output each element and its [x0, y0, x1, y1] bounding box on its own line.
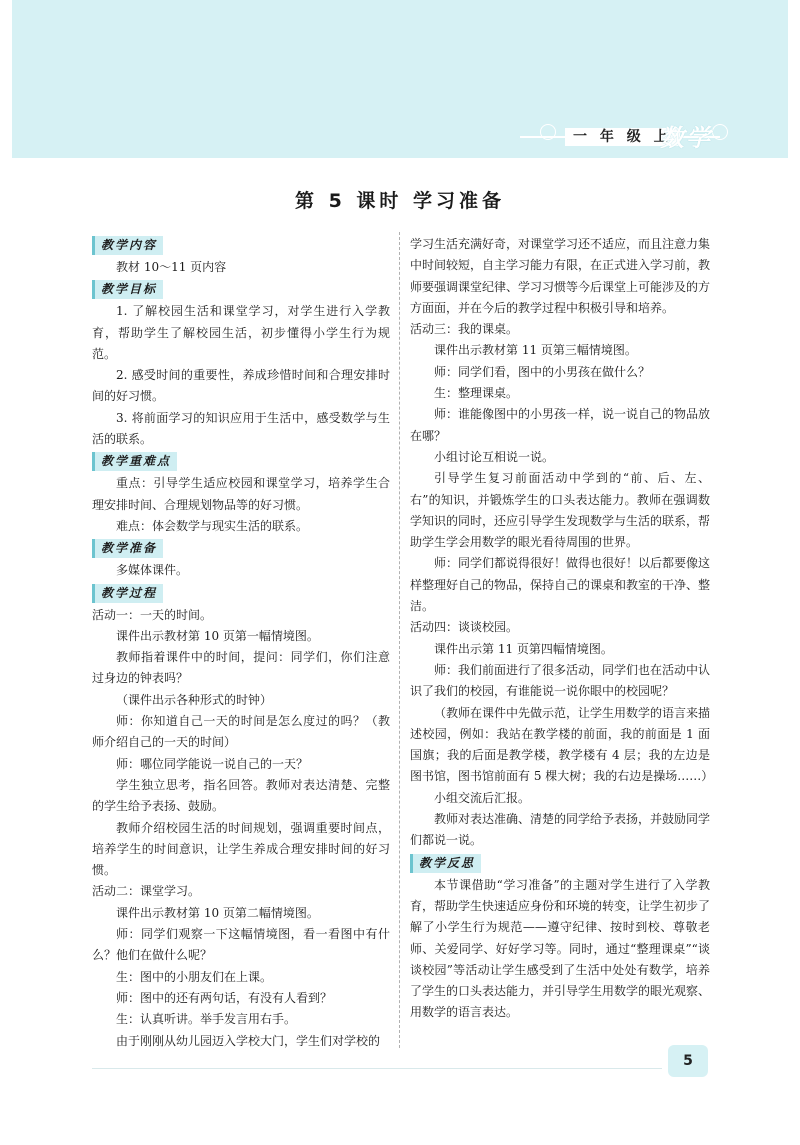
paragraph: （课件出示各种形式的时钟）: [116, 692, 273, 707]
page-number: 5: [668, 1045, 708, 1077]
paragraph: 师：同学们都说得很好！做得也很好！以后都要像这样整理好自己的物品，保持自己的课桌和教室的干净、整洁。: [410, 556, 711, 614]
paragraph: 3. 将前面学习的知识应用于生活中，感受数学与生活的联系。: [92, 410, 390, 447]
section-heading-row: [92, 278, 390, 301]
section-heading-row: [92, 537, 390, 560]
paragraph: 生：图中的小朋友们在上课。: [116, 969, 273, 984]
activity-line: 活动一：一天的时间。: [92, 607, 213, 622]
paragraph: 多媒体课件。: [116, 563, 189, 578]
activity-line: 活动四：谈谈校园。: [410, 620, 519, 635]
activity-line: 学习生活充满好奇，对课堂学习还不适应，而且注意力集中时间较短，自主学习能力有限，在正式进入学习前，教师要强调课堂纪律、学习习惯等今后课堂上可能涉及的方方面面，并在今后的教学过程中积极引导和培养。: [410, 237, 711, 315]
paragraph: 师：谁能像图中的小男孩一样，说一说自己的物品放在哪？: [410, 407, 711, 443]
page-title: 第 5 课时 学习准备: [294, 190, 506, 212]
section-heading-row: [92, 234, 390, 257]
subject-label: 数学: [660, 124, 712, 152]
paragraph: 师：图中的还有两句话，有没有人看到？: [116, 990, 333, 1005]
footer-line: [92, 1068, 662, 1069]
section-heading: 教学重难点: [92, 452, 177, 471]
paragraph: 2. 感受时间的重要性，养成珍惜时间和合理安排时间的好习惯。: [92, 368, 390, 404]
left-column: [92, 234, 390, 1052]
paragraph: 1. 了解校园生活和课堂学习，对学生进行入学教育，帮助学生了解校园生活，初步懂得小学生行为规范。: [92, 304, 390, 361]
paragraph: 生：认真听讲。举手发言用右手。: [116, 1012, 297, 1027]
paragraph: 教师对表达准确、清楚的同学给予表扬，并鼓励同学们都说一说。: [410, 812, 711, 848]
paragraph: 小组交流后汇报。: [434, 790, 531, 805]
paragraph: 师：同学们看，图中的小男孩在做什么？: [434, 364, 651, 379]
paragraph: 师：你知道自己一天的时间是怎么度过的吗？（教师介绍自己的一天的时间）: [92, 714, 390, 750]
paragraph: （教师在课件中先做示范，让学生用数学的语言来描述校园，例如：我站在教学楼的前面，我的前面是 1 面国旗；我的后面是教学楼，教学楼有 4 层；我的左边是图书馆，图书馆前面有 5 棵大树；我的右边是操场……）: [410, 705, 714, 784]
grade-label: 一 年 级 上: [565, 128, 680, 146]
paragraph: 教材 10～11 页内容: [116, 260, 227, 274]
paragraph: 课件出示教材第 11 页第三幅情境图。: [434, 343, 637, 358]
section-heading-row: [92, 582, 390, 605]
paragraph: 引导学生复习前面活动中学到的“前、后、左、右”的知识，并锻炼学生的口头表达能力。教师在强调数学知识的同时，还应引导学生发现数学与生活的联系，帮助学生学会用数学的眼光看待周围的世界。: [410, 471, 711, 550]
paragraph: 生：整理课桌。: [434, 386, 519, 401]
section-heading: 教学内容: [92, 236, 163, 255]
paragraph: 教师指着课件中的时间，提问：同学们，你们注意过身边的钟表吗？: [92, 650, 390, 686]
section-heading-row: [92, 450, 390, 473]
paragraph: 课件出示第 11 页第四幅情境图。: [434, 641, 613, 656]
activity-line: 活动二：课堂学习。: [92, 884, 201, 899]
activity-line: 活动三：我的课桌。: [410, 322, 519, 337]
paragraph: 学生独立思考，指名回答。教师对表达清楚、完整的学生给予表扬、鼓励。: [92, 777, 390, 814]
paragraph: 本节课借助“学习准备”的主题对学生进行了入学教育，帮助学生快速适应身份和环境的转变，让学生初步了解了小学生行为规范——遵守纪律、按时到校、尊敬老师、关爱同学、好好学习等。同时，通过“整理课桌”“谈谈校园”等活动让学生感受到了生活中处处有数学，培养了学生的口头表达能力，并引导学生用数学的眼光观察、用数学的语言表达。: [410, 877, 711, 1020]
paragraph: 教师介绍校园生活的时间规划，强调重要时间点，培养学生的时间意识，让学生养成合理安排时间的好习惯。: [92, 820, 390, 878]
section-heading: 教学过程: [92, 584, 163, 603]
section-heading-row: [410, 852, 710, 875]
paragraph: 重点：引导学生适应校园和课堂学习，培养学生合理安排时间、合理规划物品等的好习惯。: [92, 476, 390, 512]
section-heading: 教学准备: [92, 539, 163, 558]
paragraph: 由于刚刚从幼儿园迈入学校大门，学生们对学校的: [116, 1033, 381, 1048]
paragraph: 师：哪位同学能说一说自己的一天？: [116, 756, 309, 771]
section-heading: 教学目标: [92, 280, 163, 299]
right-column: [410, 234, 714, 1024]
column-divider: [399, 232, 400, 1048]
paragraph: 小组讨论互相说一说。: [434, 449, 555, 464]
paragraph: 师：我们前面进行了很多活动，同学们也在活动中认识了我们的校园，有谁能说一说你眼中的校园呢？: [410, 662, 711, 699]
paragraph: 课件出示教材第 10 页第一幅情境图。: [116, 628, 319, 643]
paragraph: 师：同学们观察一下这幅情境图，看一看图中有什么？他们在做什么呢？: [92, 927, 390, 963]
paragraph: 难点：体会数学与现实生活的联系。: [116, 518, 309, 533]
paragraph: 课件出示教材第 10 页第二幅情境图。: [116, 905, 319, 920]
section-heading: 教学反思: [410, 854, 481, 873]
